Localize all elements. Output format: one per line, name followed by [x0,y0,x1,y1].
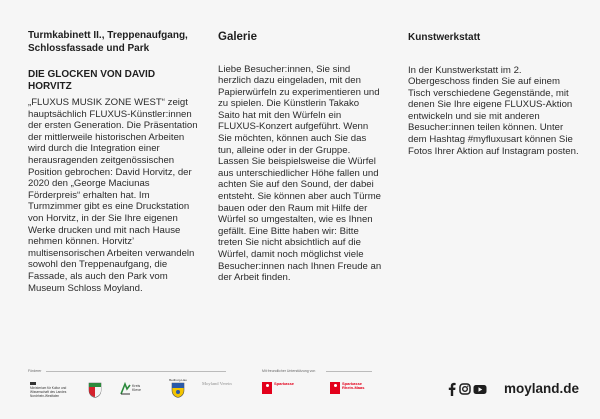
sparkasse-icon [330,382,340,394]
youtube-icon[interactable] [473,382,487,396]
ministry-mark-icon [30,382,36,385]
foerderer-divider [46,371,226,372]
kreis-kleve-logo [120,382,148,396]
column-heading: Galerie [218,31,257,43]
support-divider [326,371,372,372]
instagram-icon[interactable] [459,382,471,396]
sparkasse-name: Sparkasse [274,381,295,386]
bedburg-hau-logo [171,378,185,398]
sparkasse-logo [262,382,308,396]
nrw-coat-of-arms-icon [88,382,102,398]
sparkasse-rhein-maas-logo [330,382,372,396]
column-body: „FLUXUS MUSIK ZONE WEST“ zeigt hauptsächlich FLUXUS-Künstler:innen der ersten Generation. Die Präsentation der mittlerweile historischen Arbeiten wird durch die Integration einer herausragenden zeitgenössischen Position gebrochen: David Horvitz, der 2020 den „George Maciunas Förderpreis“ erhalten hat. Im Turmzimmer gibt es eine Druckstation von Horvitz, in der Sie Ihre eigenen Werke drucken und mit nach Hause nehmen können. Horvitz’ multisensorischen Arbeiten verwandeln sowohl den Treppenaufgang, die Fassade, als auch den Park vom Museum Schloss Moyland. [28,97,198,294]
footer [0,360,600,419]
ministry-logo [30,382,78,398]
support-label: Mit freundlicher Unterstützung von [262,369,316,373]
column-turmkabinett [28,30,198,294]
bedburg-hau-name: Bedburg-Hau [169,378,187,382]
column-subtitle: DIE GLOCKEN VON DAVID HORVITZ [28,69,156,92]
sparkasse-icon [262,382,272,394]
kreis-kleve-icon [120,382,131,396]
ministry-name: Ministerium für Kultur und Wissenschaft des Landes Nordrhein-Westfalen [30,386,67,398]
moyland-verein-logo: Moyland Verein [202,381,232,386]
column-body: Liebe Besucher:innen, Sie sind herzlich dazu eingeladen, mit den Papierwürfeln zu experimentieren und zu spielen. Die Künstlerin Takako Saito hat mit den Würfeln ein FLUXUS-Konzert aufgeführt. Wenn Sie möchten, können auch Sie das tun, alleine oder in der Gruppe. Lassen Sie beispielsweise die Würfel aus unterschiedlicher Höhe fallen und achten Sie auf den Sound, der dabei entsteht. Sie können aber auch Türme bauen oder den Raum mit Hilfe der Würfel so umgestalten, wie es Ihnen gefällt. Eine Bitte haben wir: Bitte treten Sie nicht absichtlich auf die Würfel, damit noch möglichst viele Besucher:innen nach Ihnen Freude an der Arbeit finden. [218,63,382,284]
bedburg-hau-crest-icon [171,382,185,398]
column-body: In der Kunstwerkstatt im 2. Obergeschoss finden Sie auf einem Tisch verschiedene Gegenstände, mit denen Sie Ihre eigene FLUXUS-Aktion entwickeln und sie mit anderen Besucher:innen teilen können. Unter dem Hashtag #myfluxusart können Sie Fotos Ihrer Aktion auf Instagram posten. [408,64,579,157]
column-heading: Turmkabinett II., Treppenaufgang, Schlossfassade und Park [28,30,188,54]
kreis-kleve-name: Kreis Kleve [132,384,141,392]
column-galerie [218,30,383,284]
sparkasse-rhein-maas-name: Sparkasse Rhein-Maas [342,381,365,391]
column-kunstwerkstatt [408,30,580,157]
website-link[interactable]: moyland.de [504,381,580,396]
foerderer-label: Förderer [28,369,42,373]
column-heading: Kunstwerkstatt [408,32,481,43]
